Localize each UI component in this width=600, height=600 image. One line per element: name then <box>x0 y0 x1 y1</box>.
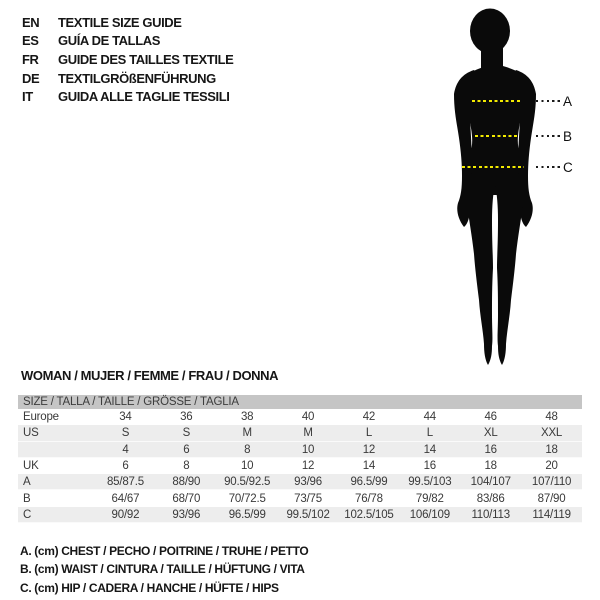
size-cell: 38 <box>240 411 254 424</box>
woman-silhouette-icon <box>440 0 573 370</box>
size-row-label: UK <box>23 460 39 473</box>
size-cell: 99.5/103 <box>408 476 452 489</box>
language-row-es <box>22 32 233 51</box>
size-table-row <box>18 490 582 506</box>
size-cell: 96.5/99 <box>350 476 388 489</box>
size-cell: 107/110 <box>531 476 572 489</box>
size-cell: 96.5/99 <box>228 508 266 521</box>
size-cell: 88/90 <box>172 476 201 489</box>
language-code: EN <box>22 14 40 30</box>
hip-leader-line <box>536 166 560 168</box>
size-cell: 36 <box>180 411 193 424</box>
language-code: ES <box>22 33 39 49</box>
size-table-row <box>18 474 582 490</box>
language-row-fr <box>22 50 233 69</box>
language-code: FR <box>22 51 39 67</box>
language-row-en <box>22 13 233 32</box>
size-cell: S <box>182 427 191 440</box>
size-cell: 46 <box>484 411 497 424</box>
size-cell: 18 <box>484 460 497 473</box>
measure-label-a: A <box>563 94 573 109</box>
size-row-label: A <box>23 476 31 489</box>
size-cell: 44 <box>423 411 437 424</box>
size-cell: 102.5/105 <box>344 508 394 521</box>
size-cell: L <box>365 427 373 440</box>
size-cell: 90/92 <box>111 508 140 521</box>
measurement-legend <box>20 542 308 597</box>
section-title: WOMAN / MUJER / FEMME / FRAU / DONNA <box>21 368 279 383</box>
size-cell: 76/78 <box>355 492 383 505</box>
size-cell: 8 <box>183 460 190 473</box>
size-cell: 68/70 <box>172 492 201 505</box>
measure-label-c: C <box>563 160 573 175</box>
size-cell: 14 <box>362 460 376 473</box>
size-cell: 114/119 <box>532 508 571 521</box>
size-cell: 20 <box>545 460 558 473</box>
size-cell: XL <box>483 427 498 440</box>
size-cell: 93/96 <box>294 476 322 489</box>
size-cell: 34 <box>119 411 132 424</box>
language-code: DE <box>22 70 40 86</box>
size-table-row <box>18 409 582 425</box>
size-cell: 42 <box>362 411 376 424</box>
size-table <box>18 395 582 523</box>
size-cell: 64/67 <box>111 492 140 505</box>
size-cell: 87/90 <box>537 492 566 505</box>
size-table-body <box>18 409 582 523</box>
size-table-row <box>18 425 582 441</box>
size-row-label: C <box>23 508 32 521</box>
language-row-it <box>22 87 233 106</box>
language-label: TEXTILGRÖßENFÜHRUNG <box>58 70 216 86</box>
waist-leader-line <box>536 135 560 137</box>
size-cell: 10 <box>240 460 254 473</box>
hip-measure-line <box>462 166 524 168</box>
size-cell: 18 <box>545 443 558 456</box>
size-cell: 12 <box>301 460 315 473</box>
language-list <box>22 13 233 106</box>
size-cell: 104/107 <box>470 476 511 489</box>
size-cell: L <box>426 427 433 440</box>
language-label: GUIDA ALLE TAGLIE TESSILI <box>58 89 230 105</box>
size-row-label: B <box>23 492 31 505</box>
size-table-row <box>18 507 582 523</box>
language-label: TEXTILE SIZE GUIDE <box>58 14 182 30</box>
size-cell: 16 <box>484 443 497 456</box>
size-cell: 99.5/102 <box>286 508 330 521</box>
size-table-header: SIZE / TALLA / TAILLE / GRÖSSE / TAGLIA <box>18 395 582 409</box>
size-cell: 73/75 <box>294 492 322 505</box>
size-cell: 48 <box>545 411 558 424</box>
language-code: IT <box>22 89 33 105</box>
size-cell: M <box>242 427 252 440</box>
size-cell: 110/113 <box>471 508 510 521</box>
size-cell: S <box>121 427 130 440</box>
size-cell: 6 <box>122 460 129 473</box>
size-cell: 8 <box>244 443 251 456</box>
size-cell: 6 <box>183 443 190 456</box>
legend-line-a: A. (cm) CHEST / PECHO / POITRINE / TRUHE / PETTO <box>20 544 309 558</box>
size-cell: 16 <box>423 460 437 473</box>
waist-measure-line <box>475 135 519 137</box>
size-cell: XXL <box>540 427 563 440</box>
size-cell: 4 <box>122 443 129 456</box>
size-table-row <box>18 442 582 458</box>
size-cell: 79/82 <box>415 492 444 505</box>
size-table-row <box>18 458 582 474</box>
size-cell: 90.5/92.5 <box>224 476 271 489</box>
language-row-de <box>22 69 233 88</box>
size-cell: 106/109 <box>409 508 450 521</box>
size-cell: 93/96 <box>172 508 201 521</box>
size-row-label: US <box>23 427 39 440</box>
size-cell: 12 <box>362 443 376 456</box>
size-cell: 40 <box>301 411 315 424</box>
legend-line-c: C. (cm) HIP / CADERA / HANCHE / HÜFTE / HIPS <box>20 580 279 595</box>
language-label: GUÍA DE TALLAS <box>58 33 161 49</box>
size-cell: 85/87.5 <box>106 476 144 489</box>
size-cell: 70/72.5 <box>228 492 266 505</box>
size-cell: 83/86 <box>476 492 505 505</box>
chest-leader-line <box>536 100 560 102</box>
measure-label-b: B <box>563 129 573 144</box>
size-cell: 14 <box>423 443 437 456</box>
size-cell: 10 <box>301 443 315 456</box>
size-cell: M <box>303 427 313 440</box>
legend-line-b: B. (cm) WAIST / CINTURA / TAILLE / HÜFTUNG / VITA <box>20 562 305 577</box>
chest-measure-line <box>472 100 522 102</box>
size-row-label: Europe <box>23 411 59 424</box>
language-label: GUIDE DES TAILLES TEXTILE <box>58 51 234 67</box>
